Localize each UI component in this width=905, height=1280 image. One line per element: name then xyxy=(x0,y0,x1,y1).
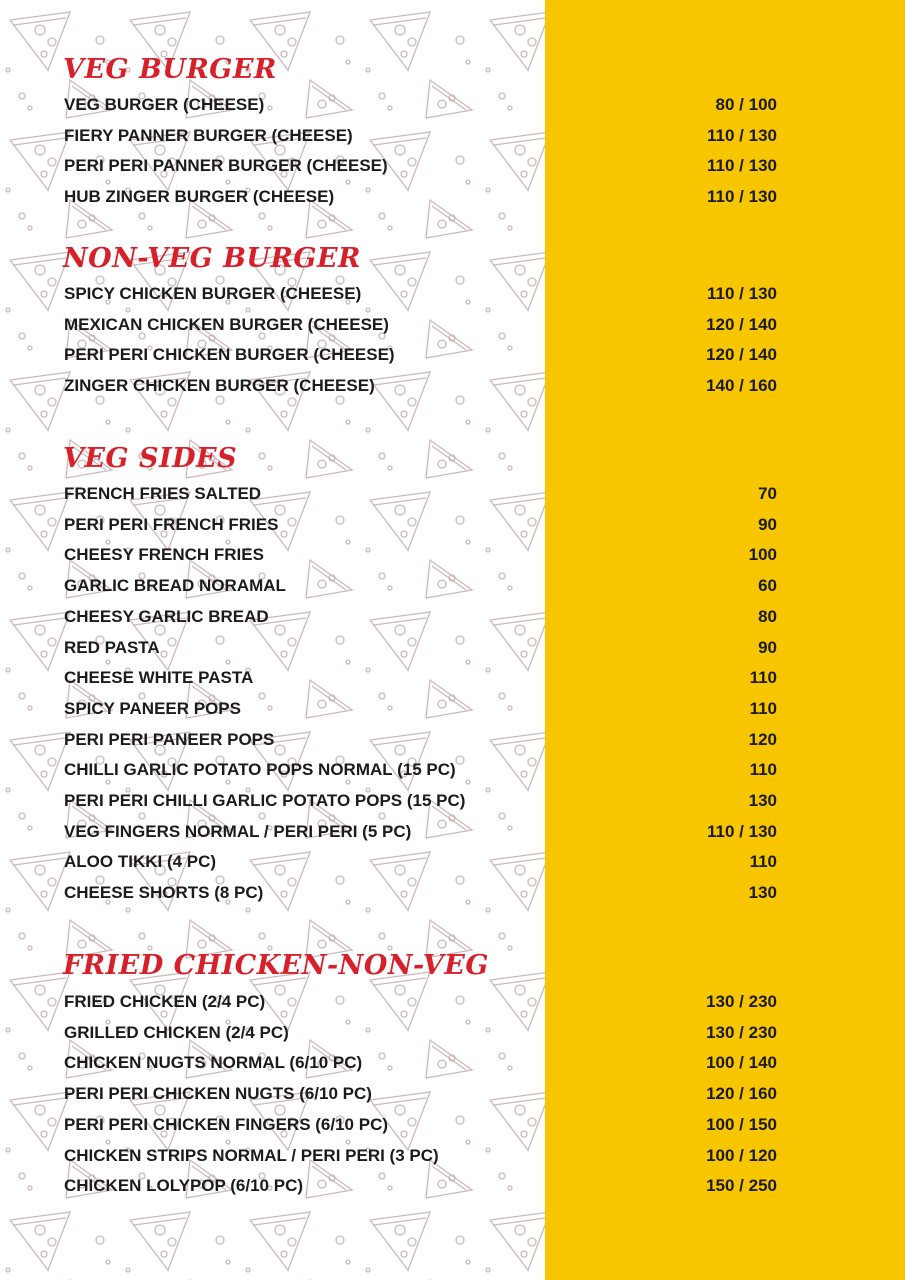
menu-item-price: 110 / 130 xyxy=(707,284,777,303)
menu-item-name: VEG BURGER (CHEESE) xyxy=(64,95,265,114)
menu-item-price: 130 / 230 xyxy=(706,992,777,1011)
menu-item-price: 130 xyxy=(748,791,777,810)
menu-item-name: ZINGER CHICKEN BURGER (CHEESE) xyxy=(64,376,375,396)
menu-item-price: 140 / 160 xyxy=(706,376,777,396)
menu-item-name: FRIED CHICKEN (2/4 PC) xyxy=(64,992,266,1011)
menu-item-name: PERI PERI CHICKEN NUGTS (6/10 PC) xyxy=(64,1084,372,1104)
menu-item-name: CHEESE SHORTS (8 PC) xyxy=(64,883,264,903)
menu-item-name: CHEESY GARLIC BREAD xyxy=(64,606,269,626)
menu-item-name: HUB ZINGER BURGER (CHEESE) xyxy=(64,187,335,207)
menu-item-name: PERI PERI FRENCH FRIES xyxy=(64,514,279,534)
menu-item-name: PERI PERI PANEER POPS xyxy=(64,729,275,749)
menu-item-price: 80 / 100 xyxy=(715,95,777,114)
menu-item-price: 90 xyxy=(758,637,777,657)
menu-item-name: PERI PERI CHILLI GARLIC POTATO POPS (15 PC) xyxy=(64,791,466,810)
menu-item-price: 100 / 140 xyxy=(706,1053,777,1073)
menu-item-price: 120 xyxy=(748,729,777,749)
menu-item-price: 110 / 130 xyxy=(707,821,777,841)
menu-item-price: 110 xyxy=(749,698,777,718)
menu-item-price: 100 / 150 xyxy=(706,1114,777,1134)
menu-item-price: 100 xyxy=(748,545,777,565)
menu-item-name: PERI PERI PANNER BURGER (CHEESE) xyxy=(64,156,388,176)
menu-item-price: 100 / 120 xyxy=(706,1145,777,1165)
menu-item-price: 130 / 230 xyxy=(706,1022,777,1042)
menu-item-name: PERI PERI CHICKEN FINGERS (6/10 PC) xyxy=(64,1114,389,1134)
menu-item-name: PERI PERI CHICKEN BURGER (CHEESE) xyxy=(64,345,395,365)
menu-item-price: 80 xyxy=(758,606,777,626)
menu-item-name: CHEESY FRENCH FRIES xyxy=(64,545,264,565)
menu-item-name: VEG FINGERS NORMAL / PERI PERI (5 PC) xyxy=(64,821,412,841)
menu-item-name: GRILLED CHICKEN (2/4 PC) xyxy=(64,1022,289,1042)
menu-item-name: CHEESE WHITE PASTA xyxy=(64,668,254,688)
menu-item-name: SPICY CHICKEN BURGER (CHEESE) xyxy=(64,284,362,303)
menu-item-name: CHICKEN LOLYPOP (6/10 PC) xyxy=(64,1176,304,1196)
menu-item-name: RED PASTA xyxy=(64,637,160,657)
menu-item-price: 70 xyxy=(758,484,777,503)
menu-item-price: 110 / 130 xyxy=(707,187,777,207)
menu-item-name: CHICKEN STRIPS NORMAL / PERI PERI (3 PC) xyxy=(64,1145,439,1165)
menu-item-price: 110 / 130 xyxy=(707,156,777,176)
menu-item-name: SPICY PANEER POPS xyxy=(64,698,241,718)
menu-item-price: 90 xyxy=(758,514,777,534)
menu-item-price: 110 xyxy=(749,760,777,780)
menu-item-name: FRENCH FRIES SALTED xyxy=(64,484,262,503)
menu-item-name: FIERY PANNER BURGER (CHEESE) xyxy=(64,125,353,145)
menu-item-name: MEXICAN CHICKEN BURGER (CHEESE) xyxy=(64,314,389,334)
menu-item-price: 150 / 250 xyxy=(706,1176,777,1196)
menu-item-price: 110 / 130 xyxy=(707,125,777,145)
section-title: FRIED CHICKEN-NON-VEG xyxy=(63,950,489,981)
menu-item-price: 60 xyxy=(758,576,777,596)
menu-item-price: 110 xyxy=(749,852,777,872)
section-title: NON-VEG BURGER xyxy=(63,243,361,274)
menu-item-name: GARLIC BREAD NORAMAL xyxy=(64,576,286,596)
menu-item-price: 110 xyxy=(749,668,777,688)
section-title: VEG SIDES xyxy=(63,443,238,474)
menu-item-price: 120 / 140 xyxy=(706,314,777,334)
menu-item-name: CHILLI GARLIC POTATO POPS NORMAL (15 PC) xyxy=(64,760,456,780)
section-title: VEG BURGER xyxy=(63,54,277,85)
menu-item-price: 120 / 160 xyxy=(706,1084,777,1104)
menu-item-price: 120 / 140 xyxy=(706,345,777,365)
menu-item-name: ALOO TIKKI (4 PC) xyxy=(64,852,217,872)
menu-item-price: 130 xyxy=(748,883,777,903)
menu-item-name: CHICKEN NUGTS NORMAL (6/10 PC) xyxy=(64,1053,363,1073)
